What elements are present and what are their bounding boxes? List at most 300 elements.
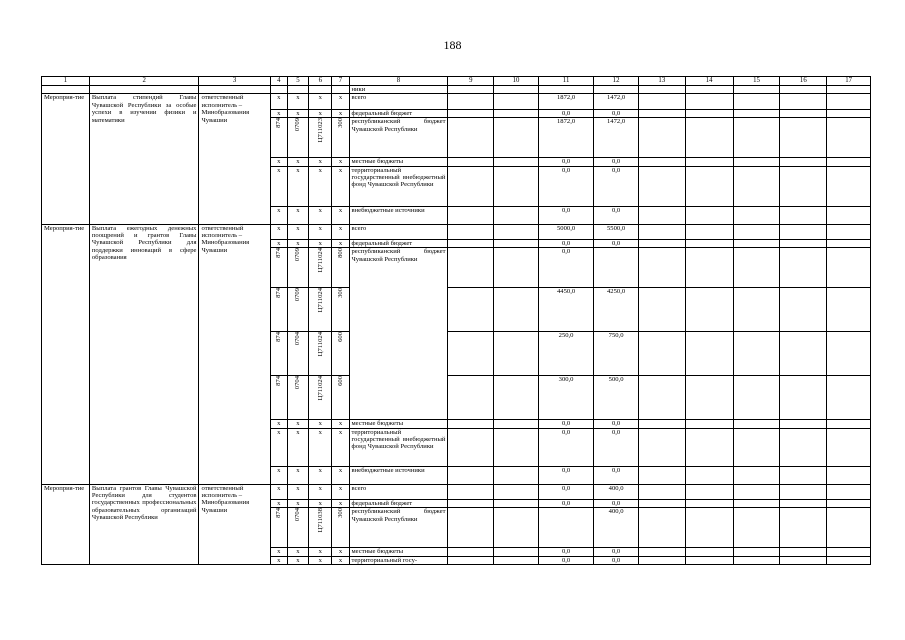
value-cell [827, 166, 871, 206]
executor-role: ответственный исполнитель – [199, 484, 270, 499]
value-cell [448, 158, 494, 166]
budget-code: 874 [275, 248, 283, 259]
value-cell [733, 466, 780, 484]
budget-code: 0709 [294, 118, 302, 132]
funding-source: федеральный бюджет [349, 239, 448, 247]
value-cell [494, 484, 539, 499]
value-cell [685, 420, 733, 428]
measure-description: Выплата стипендий Главы Чувашской Республики за особые успехи в изучении физики и математики [89, 94, 199, 224]
code-cell: x [332, 158, 349, 166]
value-cell [780, 239, 827, 247]
code-cell [287, 118, 308, 158]
table-row [42, 94, 871, 109]
value-cell [827, 288, 871, 332]
budget-code: 874 [275, 288, 283, 299]
value-cell [733, 420, 780, 428]
value-cell: 0,0 [538, 420, 593, 428]
value-cell [685, 248, 733, 288]
code-cell [287, 332, 308, 376]
table-row [42, 224, 871, 239]
column-header: 10 [494, 77, 539, 86]
value-cell: 0,0 [594, 239, 639, 247]
value-cell [494, 508, 539, 548]
column-header: 12 [594, 77, 639, 86]
value-cell [733, 548, 780, 556]
value-cell [827, 484, 871, 499]
funding-source [349, 288, 448, 332]
value-cell: 0,0 [538, 206, 593, 224]
value-cell [685, 548, 733, 556]
budget-code: Ц711024 [316, 332, 324, 357]
code-cell: x [270, 158, 287, 166]
code-cell: x [332, 224, 349, 239]
value-cell [638, 484, 685, 499]
value-cell: 0,0 [538, 556, 593, 564]
column-header: 14 [685, 77, 733, 86]
value-cell [448, 556, 494, 564]
value-cell: 0,0 [594, 428, 639, 466]
code-cell: x [270, 206, 287, 224]
code-cell: x [270, 428, 287, 466]
budget-code: Ц711024 [316, 288, 324, 313]
value-cell: 750,0 [594, 332, 639, 376]
value-cell [638, 288, 685, 332]
funding-source: республиканский бюджет Чувашской Республики [349, 118, 448, 158]
value-cell [448, 109, 494, 117]
value-cell [494, 499, 539, 507]
code-cell: x [270, 484, 287, 499]
code-cell: x [309, 158, 332, 166]
value-cell [685, 288, 733, 332]
value-cell: 0,0 [594, 556, 639, 564]
code-cell: x [287, 484, 308, 499]
value-cell [733, 556, 780, 564]
value-cell [827, 548, 871, 556]
budget-code: 0704 [294, 332, 302, 346]
value-cell [685, 484, 733, 499]
code-cell [287, 376, 308, 420]
value-cell [780, 332, 827, 376]
value-cell [827, 428, 871, 466]
funding-source: территориальный государственный внебюджетный фонд Чувашской Республики [349, 166, 448, 206]
measure-label: Мероприя-тие [42, 484, 90, 565]
value-cell [448, 484, 494, 499]
value-cell [780, 548, 827, 556]
code-cell: x [309, 239, 332, 247]
code-cell [270, 508, 287, 548]
code-cell: x [309, 428, 332, 466]
value-cell [685, 118, 733, 158]
code-cell [332, 248, 349, 288]
code-cell: x [287, 224, 308, 239]
code-cell: x [309, 420, 332, 428]
value-cell [448, 499, 494, 507]
value-cell: 0,0 [538, 109, 593, 117]
code-cell: x [270, 556, 287, 564]
value-cell [638, 94, 685, 109]
value-cell [780, 499, 827, 507]
code-cell: x [287, 206, 308, 224]
value-cell [685, 556, 733, 564]
value-cell [494, 376, 539, 420]
code-cell: x [287, 428, 308, 466]
code-cell [309, 376, 332, 420]
column-header: 16 [780, 77, 827, 86]
executor-role: ответственный исполнитель – [199, 94, 270, 109]
column-header: 4 [270, 77, 287, 86]
code-cell: x [309, 499, 332, 507]
value-cell [780, 206, 827, 224]
value-cell [780, 158, 827, 166]
value-cell [685, 499, 733, 507]
funding-source: всего [349, 484, 448, 499]
value-cell: 0,0 [538, 484, 593, 499]
value-cell [448, 332, 494, 376]
value-cell [448, 166, 494, 206]
value-cell [638, 508, 685, 548]
code-cell [287, 508, 308, 548]
code-cell [287, 288, 308, 332]
value-cell [780, 224, 827, 239]
code-cell: x [332, 466, 349, 484]
value-cell [827, 556, 871, 564]
value-cell [827, 466, 871, 484]
value-cell [827, 376, 871, 420]
value-cell [733, 94, 780, 109]
code-cell [332, 376, 349, 420]
value-cell [494, 288, 539, 332]
value-cell [638, 420, 685, 428]
table-body [42, 77, 871, 565]
value-cell [494, 248, 539, 288]
value-cell [448, 118, 494, 158]
value-cell [780, 556, 827, 564]
funding-source [349, 376, 448, 420]
budget-code: 874 [275, 118, 283, 129]
funding-source: территориальный государственный внебюджетный фонд Чувашской Республики [349, 428, 448, 466]
value-cell [780, 118, 827, 158]
value-cell [685, 94, 733, 109]
value-cell [494, 466, 539, 484]
value-cell: 0,0 [594, 466, 639, 484]
funding-source: федеральный бюджет [349, 109, 448, 117]
code-cell [332, 288, 349, 332]
funding-source: местные бюджеты [349, 420, 448, 428]
code-cell: x [287, 158, 308, 166]
column-header: 8 [349, 77, 448, 86]
value-cell: 0,0 [594, 548, 639, 556]
funding-source [349, 332, 448, 376]
value-cell [685, 239, 733, 247]
value-cell [780, 508, 827, 548]
value-cell [494, 428, 539, 466]
code-cell: x [332, 109, 349, 117]
funding-source: внебюджетные источники [349, 206, 448, 224]
value-cell [827, 508, 871, 548]
code-cell: x [270, 466, 287, 484]
code-cell: x [287, 109, 308, 117]
value-cell [448, 248, 494, 288]
value-cell [638, 239, 685, 247]
value-cell [733, 158, 780, 166]
budget-table [41, 76, 871, 565]
value-cell: 1872,0 [538, 118, 593, 158]
value-cell [494, 332, 539, 376]
value-cell [638, 556, 685, 564]
budget-code: 874 [275, 332, 283, 343]
code-cell [309, 248, 332, 288]
code-cell: x [332, 166, 349, 206]
funding-source: федеральный бюджет [349, 499, 448, 507]
code-cell: x [287, 548, 308, 556]
value-cell [638, 224, 685, 239]
funding-source: внебюджетные источники [349, 466, 448, 484]
code-cell: x [287, 466, 308, 484]
value-cell: 0,0 [594, 420, 639, 428]
code-cell: x [309, 166, 332, 206]
budget-code: 0704 [294, 376, 302, 390]
value-cell [733, 239, 780, 247]
value-cell [827, 420, 871, 428]
value-cell [827, 332, 871, 376]
value-cell [827, 94, 871, 109]
code-cell: x [332, 420, 349, 428]
budget-code: 600 [336, 332, 344, 343]
value-cell [448, 206, 494, 224]
code-cell: x [270, 224, 287, 239]
value-cell [685, 466, 733, 484]
budget-code: 874 [275, 376, 283, 387]
value-cell: 0,0 [538, 466, 593, 484]
executor-role: ответственный исполнитель – [199, 224, 270, 239]
code-cell: x [287, 420, 308, 428]
value-cell [448, 288, 494, 332]
value-cell [638, 548, 685, 556]
value-cell: 0,0 [538, 428, 593, 466]
executor-name: Минобразования Чувашии [199, 239, 270, 484]
column-header: 2 [89, 77, 199, 86]
value-cell: 0,0 [594, 499, 639, 507]
value-cell [494, 239, 539, 247]
executor-name: Минобразования Чувашии [199, 109, 270, 224]
value-cell [685, 508, 733, 548]
column-header: 7 [332, 77, 349, 86]
value-cell [780, 484, 827, 499]
code-cell: x [332, 206, 349, 224]
value-cell [638, 109, 685, 117]
value-cell: 0,0 [594, 206, 639, 224]
value-cell: 0,0 [538, 158, 593, 166]
budget-code: 0709 [294, 288, 302, 302]
value-cell [780, 420, 827, 428]
column-header: 9 [448, 77, 494, 86]
value-cell [780, 288, 827, 332]
value-cell: 1472,0 [594, 118, 639, 158]
value-cell [733, 332, 780, 376]
value-cell [448, 508, 494, 548]
code-cell: x [309, 548, 332, 556]
value-cell [827, 239, 871, 247]
code-cell [332, 332, 349, 376]
value-cell [494, 548, 539, 556]
value-cell [594, 248, 639, 288]
value-cell [685, 166, 733, 206]
value-cell: 0,0 [538, 166, 593, 206]
value-cell [827, 158, 871, 166]
value-cell [448, 94, 494, 109]
budget-code: 874 [275, 508, 283, 519]
value-cell [538, 508, 593, 548]
value-cell [780, 376, 827, 420]
column-header: 6 [309, 77, 332, 86]
budget-code: 800 [336, 248, 344, 259]
code-cell [309, 118, 332, 158]
value-cell [685, 428, 733, 466]
value-cell [638, 166, 685, 206]
value-cell [780, 248, 827, 288]
budget-code: Ц711023 [316, 118, 324, 143]
value-cell: 400,0 [594, 484, 639, 499]
value-cell [733, 428, 780, 466]
value-cell [448, 224, 494, 239]
value-cell [733, 376, 780, 420]
code-cell: x [270, 239, 287, 247]
value-cell [733, 288, 780, 332]
code-cell: x [332, 499, 349, 507]
code-cell [309, 332, 332, 376]
value-cell: 5500,0 [594, 224, 639, 239]
value-cell [733, 206, 780, 224]
budget-code: 600 [336, 376, 344, 387]
value-cell [494, 420, 539, 428]
budget-code: 0704 [294, 508, 302, 522]
value-cell: 500,0 [594, 376, 639, 420]
code-cell [309, 288, 332, 332]
column-header: 15 [733, 77, 780, 86]
budget-code: 300 [336, 508, 344, 519]
budget-code: Ц711024 [316, 376, 324, 401]
code-cell: x [287, 166, 308, 206]
budget-code: Ц711024 [316, 248, 324, 273]
value-cell: 0,0 [538, 548, 593, 556]
value-cell [638, 376, 685, 420]
value-cell [448, 376, 494, 420]
code-cell [332, 508, 349, 548]
value-cell [494, 94, 539, 109]
value-cell [638, 118, 685, 158]
value-cell [733, 484, 780, 499]
value-cell: 400,0 [594, 508, 639, 548]
code-cell [287, 248, 308, 288]
code-cell [309, 508, 332, 548]
value-cell [638, 428, 685, 466]
value-cell [494, 109, 539, 117]
value-cell [448, 239, 494, 247]
column-header: 1 [42, 77, 90, 86]
value-cell [685, 158, 733, 166]
code-cell: x [287, 94, 308, 109]
value-cell [733, 166, 780, 206]
continuation-row [42, 86, 871, 94]
value-cell [494, 206, 539, 224]
value-cell: 300,0 [538, 376, 593, 420]
code-cell: x [309, 94, 332, 109]
value-cell [733, 224, 780, 239]
code-cell: x [309, 484, 332, 499]
value-cell [780, 94, 827, 109]
value-cell [733, 118, 780, 158]
column-header: 5 [287, 77, 308, 86]
value-cell [448, 420, 494, 428]
value-cell [448, 466, 494, 484]
code-cell [270, 248, 287, 288]
value-cell [494, 166, 539, 206]
value-cell: 0,0 [538, 239, 593, 247]
funding-source: ники [349, 86, 448, 94]
executor-name: Минобразования Чувашии [199, 499, 270, 564]
code-cell: x [309, 466, 332, 484]
code-cell: x [332, 428, 349, 466]
value-cell [638, 248, 685, 288]
value-cell [638, 158, 685, 166]
value-cell: 4250,0 [594, 288, 639, 332]
code-cell: x [270, 166, 287, 206]
budget-code: Ц711038 [316, 508, 324, 533]
value-cell [780, 466, 827, 484]
value-cell [494, 118, 539, 158]
column-header: 3 [199, 77, 270, 86]
budget-code: 300 [336, 118, 344, 129]
header-row [42, 77, 871, 86]
value-cell [827, 248, 871, 288]
code-cell [270, 332, 287, 376]
value-cell: 5000,0 [538, 224, 593, 239]
column-header: 17 [827, 77, 871, 86]
code-cell: x [309, 109, 332, 117]
value-cell [685, 206, 733, 224]
value-cell [448, 548, 494, 556]
code-cell: x [332, 239, 349, 247]
code-cell: x [309, 224, 332, 239]
code-cell: x [287, 239, 308, 247]
value-cell [733, 508, 780, 548]
code-cell: x [287, 499, 308, 507]
value-cell [448, 428, 494, 466]
code-cell: x [270, 94, 287, 109]
value-cell: 0,0 [538, 248, 593, 288]
value-cell [827, 224, 871, 239]
value-cell [494, 224, 539, 239]
code-cell: x [270, 548, 287, 556]
value-cell: 1472,0 [594, 94, 639, 109]
budget-code: 300 [336, 288, 344, 299]
funding-source: всего [349, 224, 448, 239]
code-cell: x [332, 94, 349, 109]
code-cell: x [332, 484, 349, 499]
value-cell: 0,0 [594, 166, 639, 206]
code-cell [270, 376, 287, 420]
value-cell [638, 332, 685, 376]
funding-source: всего [349, 94, 448, 109]
value-cell: 250,0 [538, 332, 593, 376]
value-cell [827, 206, 871, 224]
code-cell: x [332, 548, 349, 556]
value-cell [494, 158, 539, 166]
value-cell: 0,0 [538, 499, 593, 507]
value-cell [733, 499, 780, 507]
funding-source: местные бюджеты [349, 548, 448, 556]
measure-label: Мероприя-тие [42, 224, 90, 484]
